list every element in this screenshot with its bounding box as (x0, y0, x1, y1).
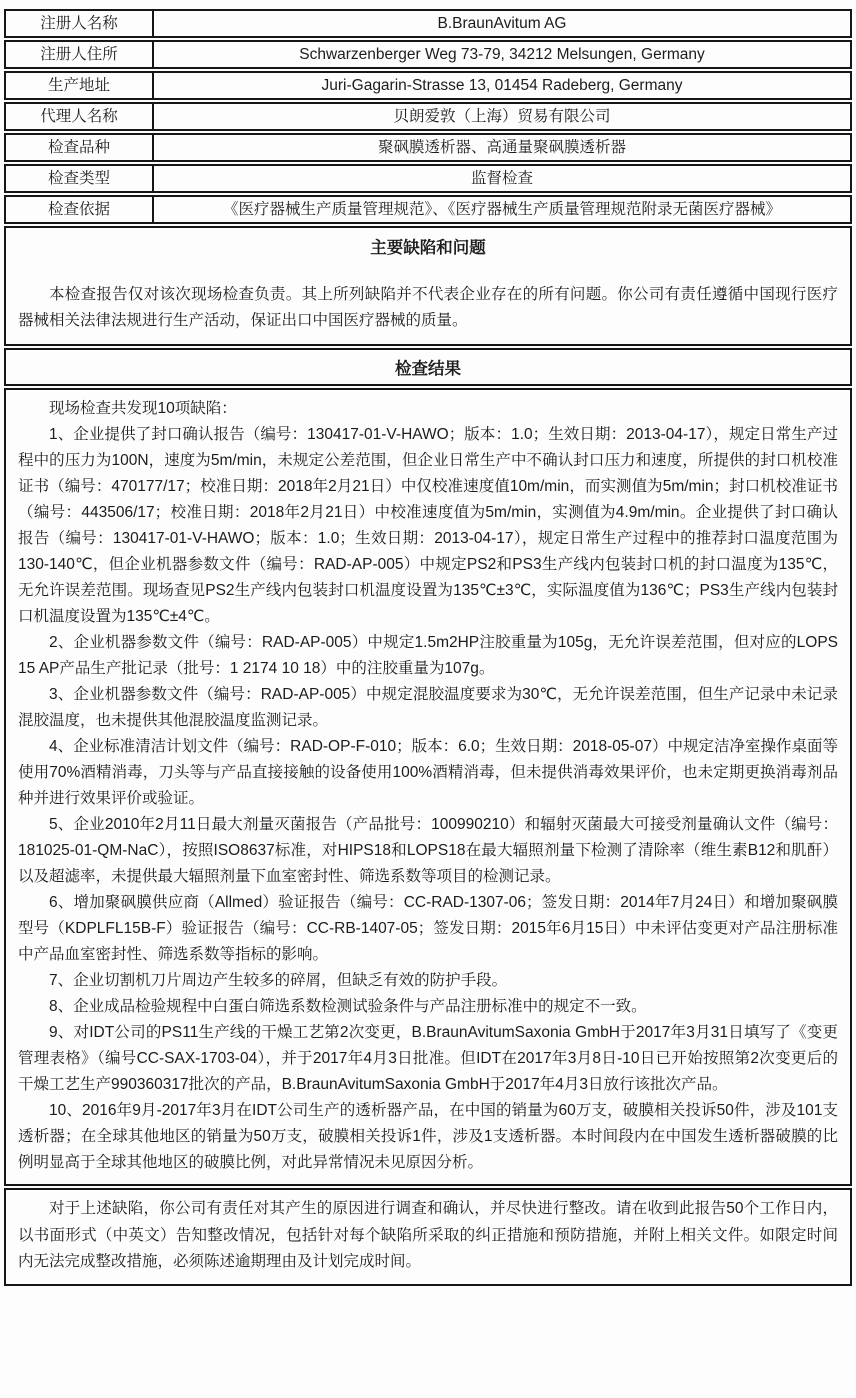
disclaimer-paragraph: 本检查报告仅对该次现场检查负责。其上所列缺陷并不代表企业存在的所有问题。你公司有责任遵循中国现行医疗器械相关法律法规进行生产活动，保证出口中国医疗器械的质量。 (18, 286, 838, 329)
results-intro: 现场检查共发现10项缺陷： (49, 400, 237, 417)
defect-item-8: 8、企业成品检验规程中白蛋白筛选系数检测试验条件与产品注册标准中的规定不一致。 (49, 998, 647, 1015)
info-value: B.BraunAvitum AG (152, 11, 850, 36)
defect-item-4: 4、企业标准清洁计划文件（编号：RAD-OP-F-010；版本：6.0；生效日期：2018-05-07）中规定洁净室操作桌面等使用70%酒精消毒，刀头等与产品直接接触的设备使用100%酒精消毒，但未提供消毒效果评价，也未定期更换消毒剂品种并进行效果评价或验证。 (18, 738, 838, 807)
info-row-production-address (4, 71, 852, 100)
defect-item-6: 6、增加聚砜膜供应商（Allmed）验证报告（编号：CC-RAD-1307-06；签发日期：2014年7月24日）和增加聚砜膜型号（KDPLFL15B-F）验证报告（编号：CC-RB-1407-05；签发日期：2015年6月15日）中未评估变更对产品注册标准中产品血室密封性、筛选系数等指标的影响。 (18, 894, 838, 963)
defect-item-5: 5、企业2010年2月11日最大剂量灭菌报告（产品批号：100990210）和辐射灭菌最大可接受剂量确认文件（编号：181025-01-QM-NaC），按照ISO8637标准，对HIPS18和LOPS18在最大辐照剂量下检测了清除率（维生素B12和肌酐）以及超滤率，未提供最大辐照剂量下血室密封性、筛选系数等项目的检测记录。 (18, 816, 838, 885)
info-label: 检查类型 (47, 170, 110, 187)
info-label: 代理人名称 (40, 108, 118, 125)
defects-section-title: 主要缺陷和问题 (370, 239, 486, 257)
results-header-band (4, 348, 852, 386)
info-row-registrant-name (4, 9, 852, 38)
defect-item-2: 2、企业机器参数文件（编号：RAD-AP-005）中规定1.5m2HP注胶重量为105g，无允许误差范围，但对应的LOPS 15 AP产品生产批记录（批号：1 2174 10 18）中的注胶重量为107g。 (18, 634, 838, 677)
info-label: 注册人住所 (40, 46, 118, 63)
info-row-inspection-type (4, 164, 852, 193)
defect-item-1: 1、企业提供了封口确认报告（编号：130417-01-V-HAWO；版本：1.0；生效日期：2013-04-17），规定日常生产过程中的压力为100N，速度为5m/min，未规定公差范围，但企业日常生产中不确认封口压力和速度，所提供的封口机校准证书（编号：470177/17；校准日期：2018年2月21日）中仅校准速度值10m/min，而实测值为5m/min；封口机校准证书（编号：443506/17；校准日期：2018年2月21日）中校准速度值为5m/min，实测值为4.9m/min。企业提供了封口确认报告（编号：130417-01-V-HAWO；版本：1.0；生效日期：2013-04-17），规定日常生产过程中的推荐封口温度范围为130-140℃，但企业机器参数文件（编号：RAD-AP-005）中规定PS2和PS3生产线内包装封口机的封口温度为135℃，无允许误差范围。现场查见PS2生产线内包装封口机温度设置为135℃±3℃，实际温度值为136℃；PS3生产线内包装封口机温度设置为135℃±4℃。 (18, 426, 838, 625)
results-body (4, 388, 852, 1186)
info-value: Schwarzenberger Weg 73-79, 34212 Melsungen, Germany (152, 42, 850, 67)
results-section-title: 检查结果 (395, 360, 461, 378)
defect-item-9: 9、对IDT公司的PS11生产线的干燥工艺第2次变更，B.BraunAvitumSaxonia GmbH于2017年3月31日填写了《变更管理表格》（编号CC-SAX-1703-04），并于2017年4月3日批准。但IDT在2017年3月8日-10日已开始按照第2次变更后的干燥工艺生产990360317批次的产品，B.BraunAvitumSaxonia GmbH于2017年4月3日放行该批次产品。 (18, 1024, 838, 1093)
info-value: 贝朗爱敦（上海）贸易有限公司 (152, 104, 850, 129)
info-value: 聚砜膜透析器、高通量聚砜膜透析器 (152, 135, 850, 160)
defect-item-7: 7、企业切割机刀片周边产生较多的碎屑，但缺乏有效的防护手段。 (49, 972, 508, 989)
info-label: 检查依据 (47, 201, 110, 218)
info-row-agent-name (4, 102, 852, 131)
info-label: 检查品种 (47, 139, 110, 156)
info-value: Juri-Gagarin-Strasse 13, 01454 Radeberg, Germany (152, 73, 850, 98)
info-row-inspected-products (4, 133, 852, 162)
info-value: 监督检查 (152, 166, 850, 191)
closing-box (4, 1188, 852, 1286)
closing-paragraph: 对于上述缺陷，你公司有责任对其产生的原因进行调查和确认，并尽快进行整改。请在收到此报告50个工作日内，以书面形式（中英文）告知整改情况，包括针对每个缺陷所采取的纠正措施和预防措施，并附上相关文件。如限定时间内无法完成整改措施，必须陈述逾期理由及计划完成时间。 (18, 1200, 838, 1270)
info-label: 生产地址 (47, 77, 110, 94)
info-row-registrant-address (4, 40, 852, 69)
info-row-inspection-basis (4, 195, 852, 224)
defect-item-10: 10、2016年9月-2017年3月在IDT公司生产的透析器产品，在中国的销量为60万支，破膜相关投诉50件，涉及101支透析器；在全球其他地区的销量为50万支，破膜相关投诉1件，涉及1支透析器。本时间段内在中国发生透析器破膜的比例明显高于全球其他地区的破膜比例，对此异常情况未见原因分析。 (18, 1102, 838, 1171)
info-value: 《医疗器械生产质量管理规范》、《医疗器械生产质量管理规范附录无菌医疗器械》 (152, 197, 850, 222)
info-label: 注册人名称 (40, 15, 118, 32)
defects-section (4, 226, 852, 346)
registrant-info-table (4, 9, 852, 224)
defect-item-3: 3、企业机器参数文件（编号：RAD-AP-005）中规定混胶温度要求为30℃，无允许误差范围，但生产记录中未记录混胶温度，也未提供其他混胶温度监测记录。 (18, 686, 838, 729)
